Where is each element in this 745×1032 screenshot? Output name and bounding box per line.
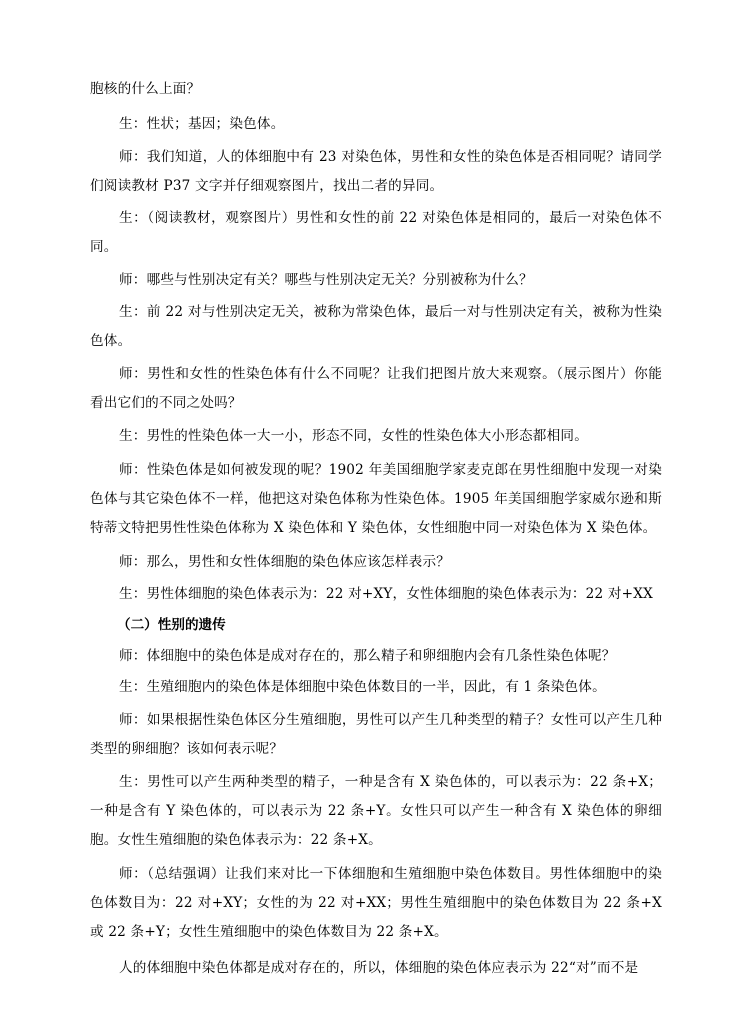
paragraph-student-answer: 生：（阅读教材，观察图片）男性和女性的前 22 对染色体是相同的，最后一对染色体不同。 [90,210,662,255]
paragraph-student-answer: 生：性状；基因；染色体。 [119,116,285,132]
paragraph-teacher-question: 师：如果根据性染色体区分生殖细胞，男性可以产生几种类型的精子？女性可以产生几种类型的卵细胞？该如何表示呢？ [90,712,662,757]
paragraph-student-answer: 生：前 22 对与性别决定无关，被称为常染色体，最后一对与性别决定有关，被称为性染色体。 [90,304,662,349]
paragraph-student-answer: 生：男性可以产生两种类型的精子，一种是含有 X 染色体的，可以表示为：22 条+X；一种是含有 Y 染色体的，可以表示为 22 条+Y。女性只可以产生一种含有 X 染色体的卵细胞。女性生殖细胞的染色体表示为：22 条+X。 [90,774,662,848]
paragraph-student-answer: 生：生殖细胞内的染色体是体细胞中染色体数目的一半，因此，有 1 条染色体。 [119,679,606,695]
section-heading: （二）性别的遗传 [117,617,226,633]
paragraph-teacher-question: 师：男性和女性的性染色体有什么不同呢？让我们把图片放大来观察。（展示图片）你能看出它们的不同之处吗？ [90,366,662,411]
paragraph-student-answer: 生：男性的性染色体一大一小，形态不同，女性的性染色体大小形态都相同。 [119,428,588,444]
paragraph-teacher-question: 师：体细胞中的染色体是成对存在的，那么精子和卵细胞内会有几条性染色体呢？ [119,648,616,664]
paragraph-teacher-summary: 师：（总结强调）让我们来对比一下体细胞和生殖细胞中染色体数目。男性体细胞中的染色体数目为：22 对+XY；女性的为 22 对+XX；男性生殖细胞中的染色体数目为 22 条+X 或 22 条+Y；女性生殖细胞中的染色体数目为 22 条+X。 [90,866,662,940]
paragraph-continuation: 胞核的什么上面？ [90,81,201,97]
paragraph-teacher-question: 师：那么，男性和女性体细胞的染色体应该怎样表示？ [119,554,451,570]
paragraph-conclusion: 人的体细胞中染色体都是成对存在的，所以，体细胞的染色体应表示为 22“对”而不是 [119,960,639,976]
paragraph-teacher-question: 师：哪些与性别决定有关？哪些与性别决定无关？分别被称为什么？ [119,272,533,288]
paragraph-student-answer: 生：男性体细胞的染色体表示为：22 对+XY，女性体细胞的染色体表示为：22 对+XX [119,586,654,602]
paragraph-teacher-explanation: 师：性染色体是如何被发现的呢？1902 年美国细胞学家麦克郎在男性细胞中发现一对染色体与其它染色体不一样，他把这对染色体称为性染色体。1905 年美国细胞学家威尔逊和斯特蒂文特把男性性染色体称为 X 染色体和 Y 染色体，女性细胞中同一对染色体为 X 染色体。 [90,462,662,536]
paragraph-teacher-question: 师：我们知道，人的体细胞中有 23 对染色体，男性和女性的染色体是否相同呢？请同学们阅读教材 P37 文字并仔细观察图片，找出二者的异同。 [90,149,662,194]
